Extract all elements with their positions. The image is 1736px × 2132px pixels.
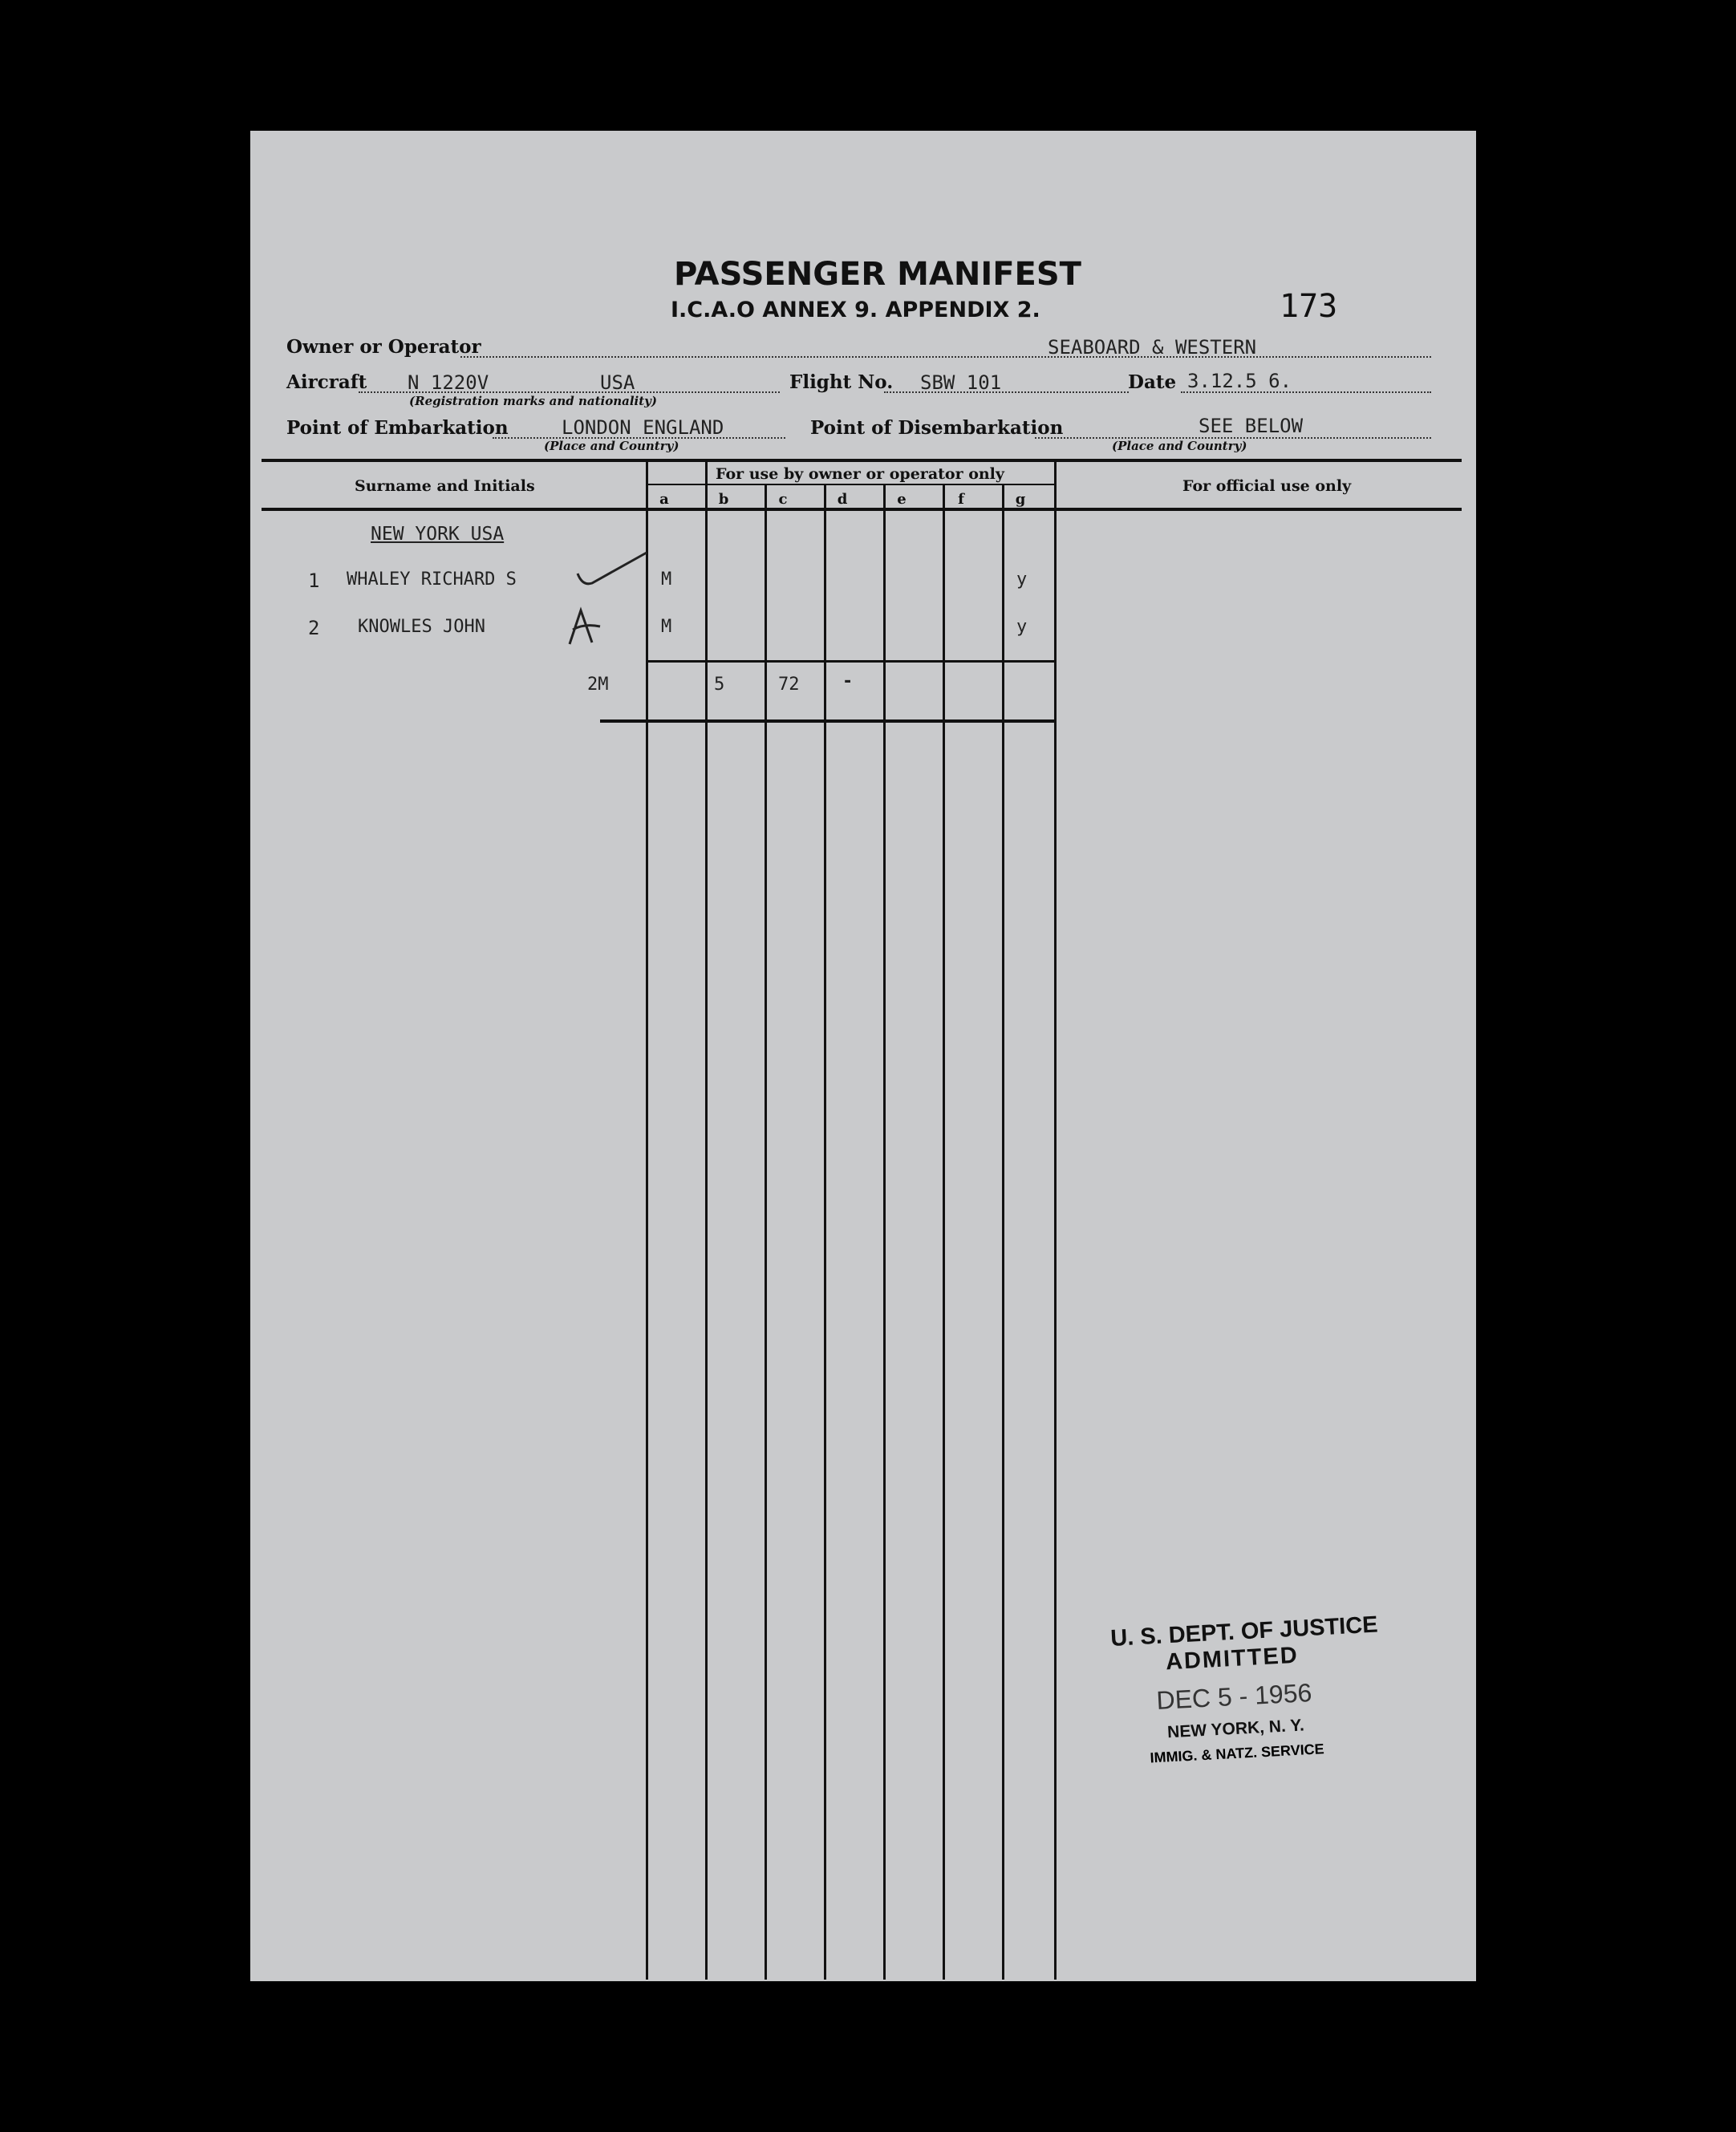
document-subtitle: I.C.A.O ANNEX 9. APPENDIX 2.	[671, 298, 1040, 322]
aircraft-nationality: USA	[600, 371, 635, 394]
row-2-col-a: M	[661, 617, 672, 637]
passenger-name-2: KNOWLES JOHN	[358, 617, 485, 637]
flight-label: Flight No.	[789, 371, 894, 393]
handwritten-a-mark-icon	[565, 606, 605, 647]
column-header-e: e	[897, 491, 907, 508]
stamp-location: NEW YORK, N. Y.	[1166, 1716, 1305, 1742]
embarkation-caption: (Place and Country)	[544, 439, 679, 453]
aircraft-caption: (Registration marks and nationality)	[409, 394, 657, 408]
stamp-line-admitted: ADMITTED	[1165, 1642, 1300, 1676]
aircraft-label: Aircraft	[286, 371, 367, 393]
table-top-rule	[262, 459, 1462, 462]
column-rule	[765, 485, 767, 1980]
column-header-official: For official use only	[1182, 477, 1352, 495]
totals-col-b: 5	[714, 675, 725, 695]
document-title: PASSENGER MANIFEST	[674, 256, 1081, 293]
column-header-name: Surname and Initials	[355, 477, 535, 495]
check-mark-icon	[574, 549, 651, 591]
column-header-b: b	[718, 491, 729, 508]
date-label: Date	[1128, 371, 1177, 393]
column-rule	[883, 485, 886, 1980]
aircraft-registration: N 1220V	[408, 371, 489, 394]
stamp-line-department: U. S. DEPT. OF JUSTICE	[1109, 1611, 1379, 1652]
owner-dotted-line	[460, 356, 1431, 358]
row-1-col-a: M	[661, 569, 672, 590]
passenger-name-1: WHALEY RICHARD S	[347, 569, 517, 590]
column-rule	[646, 462, 648, 1980]
column-header-d: d	[837, 491, 848, 508]
table-header-rule	[262, 508, 1462, 511]
totals-bottom-rule	[600, 719, 1054, 723]
row-number-2: 2	[308, 617, 320, 639]
stamp-date: DEC 5 - 1956	[1155, 1677, 1313, 1716]
manifest-page	[250, 131, 1476, 1981]
totals-top-rule	[647, 660, 1054, 663]
column-header-a: a	[659, 491, 669, 508]
immigration-stamp	[1109, 1611, 1379, 1768]
column-rule	[705, 462, 708, 1980]
totals-col-c: 72	[778, 675, 800, 695]
page-number: 173	[1280, 288, 1338, 325]
column-header-operator: For use by owner or operator only	[716, 465, 1004, 483]
totals-col-d: -	[842, 671, 854, 691]
totals-label: 2M	[587, 675, 609, 695]
disembarkation-value: SEE BELOW	[1199, 415, 1304, 437]
destination-heading: NEW YORK USA	[371, 524, 505, 545]
column-rule	[1002, 485, 1004, 1980]
row-number-1: 1	[308, 569, 320, 592]
column-header-g: g	[1015, 491, 1026, 508]
row-2-col-g: y	[1016, 617, 1028, 637]
flight-number: SBW 101	[920, 371, 1002, 394]
stamp-service: IMMIG. & NATZ. SERVICE	[1150, 1741, 1325, 1766]
embarkation-label: Point of Embarkation	[286, 417, 509, 439]
column-header-f: f	[958, 491, 964, 508]
disembarkation-caption: (Place and Country)	[1112, 439, 1247, 453]
owner-label: Owner or Operator	[286, 336, 481, 358]
column-rule	[824, 485, 826, 1980]
column-header-c: c	[778, 491, 788, 508]
embarkation-value: LONDON ENGLAND	[562, 416, 724, 439]
column-rule	[1054, 462, 1057, 1980]
operator-subheader-rule	[647, 484, 1054, 485]
row-1-col-g: y	[1016, 569, 1028, 590]
column-rule	[943, 485, 945, 1980]
owner-value: SEABOARD & WESTERN	[1048, 336, 1257, 359]
disembarkation-label: Point of Disembarkation	[810, 417, 1064, 439]
flight-date: 3.12.5 6.	[1187, 370, 1292, 392]
